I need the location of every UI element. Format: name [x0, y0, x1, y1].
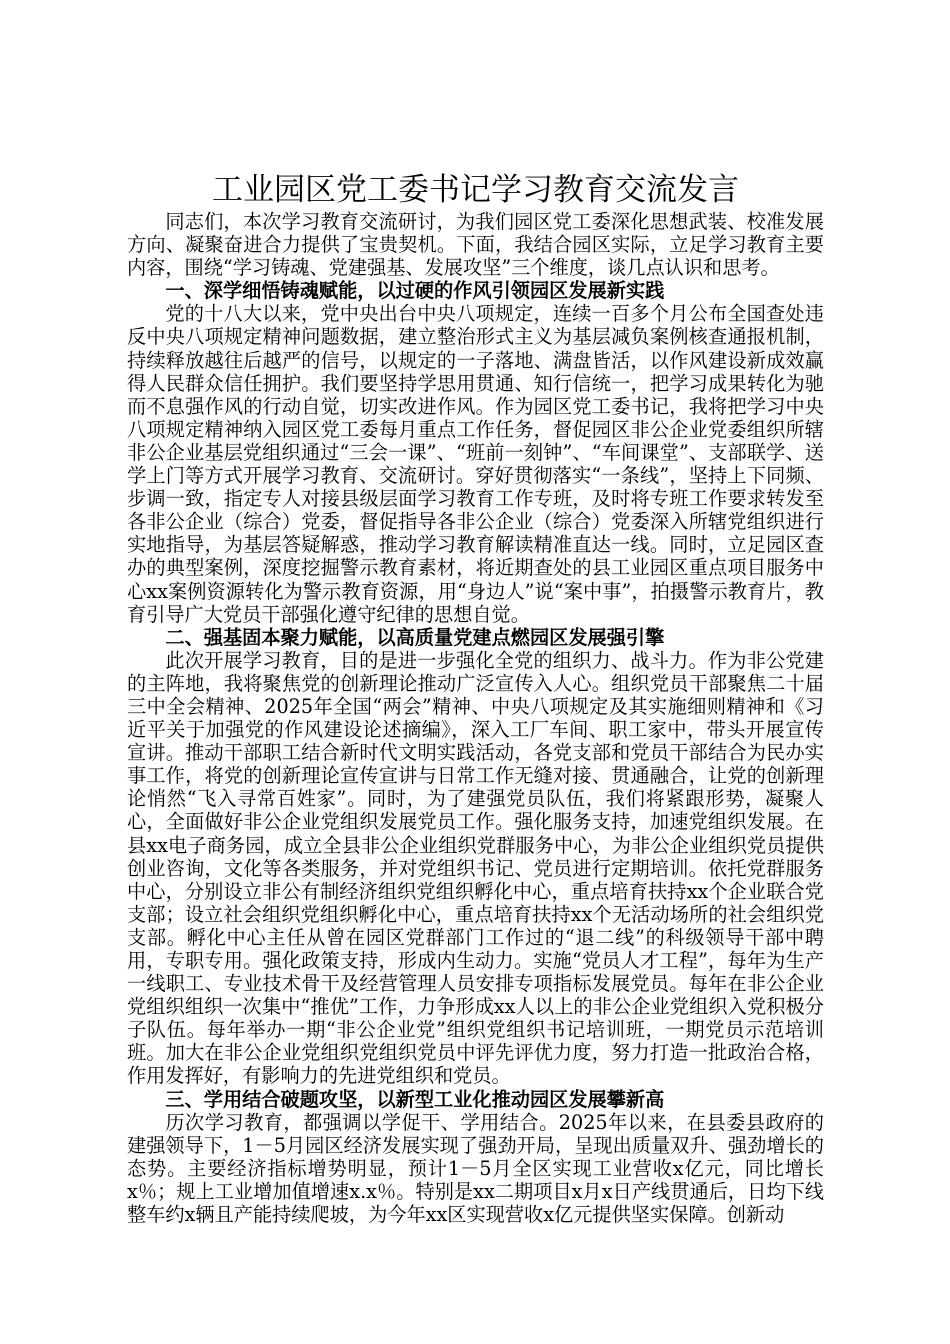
section-1-heading: 一、深学细悟铸魂赋能，以过硬的作风引领园区发展新实践	[165, 279, 665, 303]
section-3-heading: 三、学用结合破题攻坚，以新型工业化推动园区发展攀新高	[165, 1087, 665, 1111]
section-1-body: 党的十八大以来，党中央出台中央八项规定，连续一百多个月公布全国查处违反中央八项规定精神问题数据，建立整治形式主义为基层减负案例核查通报机制，持续释放越往后越严的信号，以规定的一子落地、满盘皆活，以作风建设新成效赢得人民群众信任拥护。我们要坚持学思用贯通、知行信统一，把学习成果转化为驰而不息强作风的行动自觉，切实改进作风。作为园区党工委书记，我将把学习中央八项规定精神纳入园区党工委每月重点工作任务，督促园区非公企业党委组织所辖非公企业基层党组织通过“三会一课”、“班前一刻钟”、“车间课堂”、支部联学、送学上门等方式开展学习教育、交流研讨。穿好贯彻落实“一条线”，坚持上下同频、步调一致，指定专人对接县级层面学习教育工作专班，及时将专班工作要求转发至各非公企业（综合）党委，督促指导各非公企业（综合）党委深入所辖党组织进行实地指导，为基层答疑解惑，推动学习教育解读精准直达一线。同时，立足园区查办的典型案例，深度挖掘警示教育素材，将近期查处的县工业园区重点项目服务中心xx案例资源转化为警示教育资源，用“身边人”说“案中事”，拍摄警示教育片，教育引导广大党员干部强化遵守纪律的思想自觉。	[127, 302, 824, 626]
section-2-body: 此次开展学习教育，目的是进一步强化全党的组织力、战斗力。作为非公党建的主阵地，我将聚焦党的创新理论推动广泛宣传入人心。组织党员干部聚焦二十届三中全会精神、2025年全国“两会”精神、中央八项规定及其实施细则精神和《习近平关于加强党的作风建设论述摘编》，深入工厂车间、职工家中，带头开展宣传宣讲。推动干部职工结合新时代文明实践活动，各党支部和党员干部结合为民办实事工作，将党的创新理论宣传宣讲与日常工作无缝对接、贯通融合，让党的创新理论悄然“飞入寻常百姓家”。同时，为了建强党员队伍，我们将紧跟形势，凝聚人心，全面做好非公企业党组织发展党员工作。强化服务支持，加速党组织发展。在县xx电子商务园，成立全县非公企业组织党群服务中心，为非公企业组织党员提供创业咨询，文化等各类服务，并对党组织书记、党员进行定期培训。依托党群服务中心，分别设立非公有制经济组织党组织孵化中心，重点培育扶持xx个企业联合党支部；设立社会组织党组织孵化中心，重点培育扶持xx个无活动场所的社会组织党支部。孵化中心主任从曾在园区党群部门工作过的“退二线”的科级领导干部中聘用，专职专用。强化政策支持，形成内生动力。实施“党员人才工程”，每年为生产一线职工、专业技术骨干及经营管理人员安排专项指标发展党员。每年在非公企业党组织组织一次集中“推优”工作，力争形成xx人以上的非公企业党组织入党积极分子队伍。每年举办一期“非公企业党”组织党组织书记培训班，一期党员示范培训班。加大在非公企业党组织党组织党员中评先评优力度，努力打造一批政治合格，作用发挥好，有影响力的先进党组织和党员。	[127, 648, 824, 1088]
document-title: 工业园区党工委书记学习教育交流发言	[212, 172, 739, 208]
document-page	[127, 170, 824, 1226]
section-2-heading: 二、强基固本聚力赋能，以高质量党建点燃园区发展强引擎	[165, 625, 665, 649]
section-3-body: 历次学习教育，都强调以学促干、学用结合。2025年以来，在县委县政府的建强领导下，1－5月园区经济发展实现了强劲开局，呈现出质量双升、强劲增长的态势。主要经济指标增势明显，预计1－5月全区实现工业营收x亿元，同比增长x％；规上工业增加值增速x.x％。特别是xx二期项目x月x日产线贯通后，日均下线整车约x辆且产能持续爬坡，为今年xx区实现营收x亿元提供坚实保障。创新动	[127, 1110, 824, 1227]
intro-paragraph: 同志们，本次学习教育交流研讨，为我们园区党工委深化思想武装、校准发展方向、凝聚奋进合力提供了宝贵契机。下面，我结合园区实际，立足学习教育主要内容，围绕“学习铸魂、党建强基、发展攻坚”三个维度，谈几点认识和思考。	[127, 210, 824, 280]
